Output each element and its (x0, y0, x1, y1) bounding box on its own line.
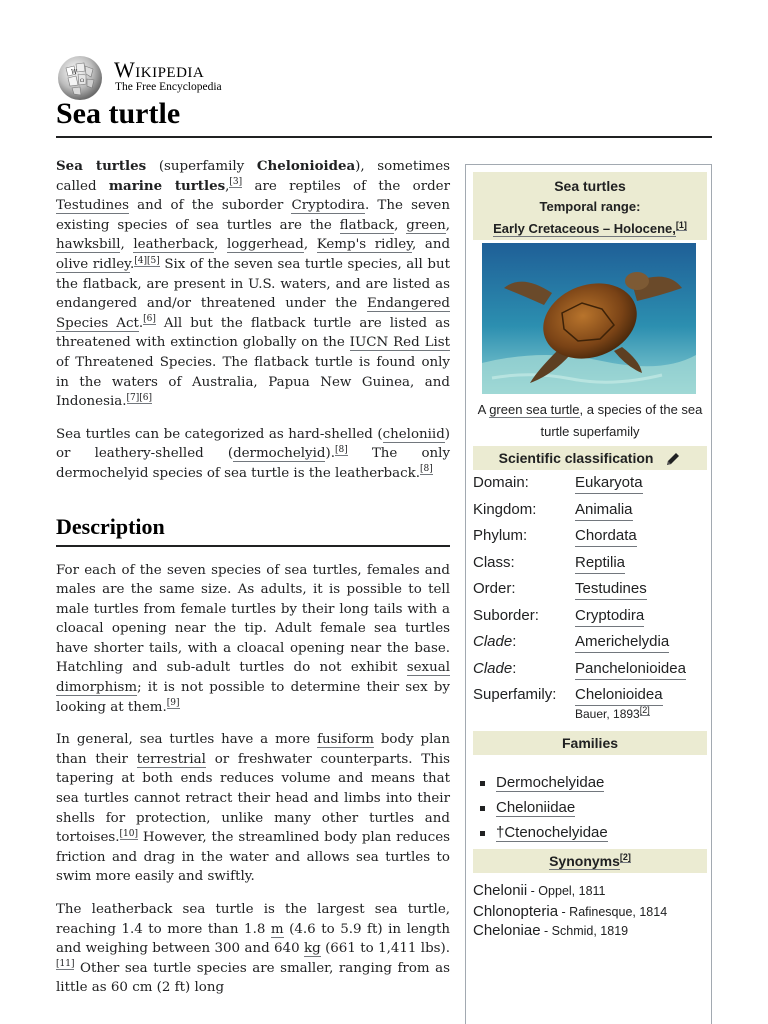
text: Six of the seven sea turtle species, all but the flatback, are present in U.S. waters, and are listed as endangered and/or threatened under the (56, 256, 451, 312)
text: . (138, 315, 144, 331)
shell-types-paragraph (56, 425, 450, 484)
taxon-link[interactable]: Chordata (575, 526, 637, 547)
link-hawksbill[interactable]: hawksbill (56, 237, 121, 253)
list-item (480, 770, 608, 795)
rank-label: Clade (473, 633, 513, 650)
text: and of the suborder (128, 198, 292, 214)
text: , (214, 237, 227, 253)
photo-caption (473, 399, 707, 443)
site-header (56, 52, 356, 98)
family-link[interactable]: †Ctenochelyidae (496, 824, 608, 841)
taxon-link[interactable]: Chelonioidea (575, 685, 663, 706)
text: In general, sea turtles have a more (56, 732, 318, 748)
description-paragraph-3 (56, 900, 450, 998)
text: , (445, 217, 451, 233)
link-testudines[interactable]: Testudines (56, 198, 129, 214)
reference-link[interactable]: [4][5] (134, 255, 160, 266)
link-kilogram[interactable]: kg (303, 941, 321, 957)
synonym-name: Cheloniae (473, 922, 541, 939)
link-cryptodira[interactable]: Cryptodira (291, 198, 365, 214)
rank-label: Clade (473, 660, 513, 677)
taxon-link[interactable]: Eukaryota (575, 473, 643, 494)
taxon-link[interactable]: Testudines (575, 579, 647, 600)
rank-label: Suborder: (473, 607, 539, 624)
reference-link[interactable]: [6] (143, 314, 156, 325)
text: , a species of the sea turtle superfamily (540, 402, 703, 439)
text: ; it is not possible to determine their sex by looking at them. (56, 680, 450, 715)
link-green[interactable]: green (406, 217, 446, 233)
text: , (394, 217, 407, 233)
taxon-name: Sea turtles (554, 178, 626, 194)
text: Sea turtles can be categorized as hard-shelled ( (56, 426, 383, 442)
synonym-row (473, 882, 606, 899)
families-header: Families (473, 731, 707, 755)
text: A (477, 402, 490, 417)
synonym-authority: - Oppel, 1811 (527, 884, 606, 898)
taxon-link[interactable]: Panchelonioidea (575, 659, 686, 680)
families-list (480, 770, 608, 845)
text: body plan than their (56, 732, 450, 767)
svg-text:Ω: Ω (80, 78, 85, 84)
temporal-range-label: Temporal range: (539, 199, 641, 214)
scientific-classification-header (473, 446, 707, 470)
link-flatback[interactable]: flatback (339, 217, 395, 233)
reference-link[interactable]: [8] (334, 444, 348, 455)
section-divider (56, 545, 450, 547)
wikipedia-tagline: The Free Encyclopedia (115, 81, 222, 93)
text: , (303, 237, 317, 253)
text: All but the flatback turtle are listed as threatened with extinction globally on the (56, 315, 450, 351)
link-kemps-ridley[interactable]: Kemp's ridley (316, 237, 412, 253)
text: of Threatened Species. The flatback turtle is found only in the waters of Australia, Papua New Guinea, and Indonesia. (56, 354, 450, 410)
article-body (56, 157, 450, 1011)
text: ) or leathery-shelled ( (56, 426, 450, 462)
link-scientific-classification[interactable]: Scientific classification (498, 450, 654, 466)
intro-paragraph (56, 157, 450, 412)
text: (superfamily (146, 159, 257, 174)
text: , (225, 178, 230, 194)
bold-term-marine-turtles: marine turtles (108, 177, 226, 194)
text: The only dermochelyid species of sea turtle is the leatherback. (56, 446, 451, 481)
text: . (129, 256, 135, 272)
text: ). (325, 446, 335, 462)
link-cheloniid[interactable]: cheloniid (382, 426, 445, 442)
text: (661 to 1,411 lbs). (320, 941, 451, 957)
link-fusiform[interactable]: fusiform (317, 732, 374, 748)
synonyms-header (473, 849, 707, 873)
synonym-row (473, 903, 667, 920)
temporal-range-link[interactable]: Early Cretaceous – Holocene, (493, 221, 676, 236)
taxon-authority (575, 707, 650, 721)
reference-link[interactable]: [2] (619, 852, 631, 863)
taxon-link[interactable]: Animalia (575, 500, 633, 521)
text: For each of the seven species of sea turtles, females and males are the same size. As adults, it is possible to tell male turtles from female turtles by their long tails with a cloacal opening near the tip. Adult female sea turtles have shorter tails, with a cloacal opening near the base. Hatchling and sub-adult turtles do not exhibit (56, 562, 450, 676)
synonym-authority: - Schmid, 1819 (540, 924, 629, 938)
text: are reptiles of the order (242, 178, 450, 194)
edit-pencil-icon[interactable] (665, 451, 681, 467)
authority-text: Bauer, 1893 (575, 707, 640, 721)
text: . The seven existing species of sea turtles are the (56, 198, 450, 233)
bold-term-chelonioidea: Chelonioidea (256, 158, 356, 174)
reference-link[interactable]: [3] (229, 177, 243, 188)
link-metre[interactable]: m (270, 921, 284, 937)
text: Other sea turtle species are smaller, ranging from as little as 60 cm (2 ft) long (56, 960, 450, 996)
rank-label: Class: (473, 554, 515, 571)
reference-link[interactable]: [10] (119, 828, 138, 839)
title-divider (56, 136, 712, 138)
taxon-link[interactable]: Reptilia (575, 553, 625, 574)
list-item (480, 795, 608, 820)
taxobox: Sea turtles Temporal range: Early Cretaceous – Holocene,[1] A green sea turtle, a species of the sea turtle superfamily Scientific classification Domain: Eukaryota Kingdom: Animalia Phylum: Chordata Class: Reptilia Order: Testudines Suborder: Cryptodira Clade: Americhelydia Clade: Panchelonioidea Superfamily: Chelonioidea Bauer, 1893[2] Families Dermochelyidae Cheloniidae †Ctenochelyidae Synonyms[2] Chelonii - Oppel, 1811 Chlonopteria - Rafinesque, 1814 Cheloniae - Schmid, 1819 (465, 164, 712, 1024)
synonym-name: Chelonii (473, 882, 528, 899)
taxobox-title (473, 172, 707, 240)
green-sea-turtle-photo[interactable] (482, 243, 696, 394)
family-link[interactable]: Dermochelyidae (496, 774, 605, 791)
reference-link[interactable]: [8] (419, 464, 433, 475)
reference-link[interactable]: [9] (166, 698, 180, 709)
family-link[interactable]: Cheloniidae (496, 799, 576, 816)
text: The leatherback sea turtle is the largest sea turtle, reaching 1.4 to more than 1.8 (56, 902, 450, 937)
link-iucn-red-list[interactable]: IUCN Red List (349, 335, 450, 351)
wikipedia-globe-logo[interactable] (56, 54, 104, 102)
reference-link[interactable]: [2] (639, 705, 650, 715)
list-item (480, 820, 608, 845)
rank-label: Kingdom: (473, 501, 537, 518)
rank-label: Phylum: (473, 527, 528, 544)
synonym-authority: - Rafinesque, 1814 (558, 905, 668, 919)
reference-link[interactable]: [1] (675, 219, 687, 230)
wikipedia-wordmark: Wikipedia (114, 57, 205, 82)
link-terrestrial[interactable]: terrestrial (136, 751, 206, 767)
text: However, the streamlined body plan reduces friction and drag in the water and allows sea turtles to swim more easily and swiftly. (56, 830, 450, 885)
svg-text:W: W (71, 69, 78, 76)
text: , and (411, 237, 451, 253)
link-endangered-species-act[interactable]: Endangered Species Act (56, 296, 450, 331)
link-sexual-dimorphism[interactable]: sexual dimorphism (56, 660, 450, 696)
text: ), sometimes called (56, 159, 450, 194)
link-green-sea-turtle[interactable]: green sea turtle (489, 402, 580, 417)
link-olive-ridley[interactable]: olive ridley (56, 256, 130, 272)
link-leatherback[interactable]: leatherback (133, 237, 215, 253)
taxon-link[interactable]: Cryptodira (575, 606, 644, 627)
bold-term-sea-turtles: Sea turtles (56, 158, 147, 174)
link-loggerhead[interactable]: loggerhead (226, 237, 304, 253)
text: (4.6 to 5.9 ft) in length and weighing between 300 and 640 (56, 921, 450, 957)
text: , (120, 237, 134, 253)
rank-label: Order: (473, 580, 516, 597)
description-paragraph-1 (56, 561, 450, 718)
taxon-link[interactable]: Americhelydia (575, 632, 669, 653)
rank-label: Domain: (473, 474, 529, 491)
page-title: Sea turtle (56, 97, 181, 130)
text: or freshwater counterparts. This tapering at both ends reduces volume and means that sea turtles cannot retract their head and limbs into their shells for protection, unlike many other turtles and tortoises. (56, 751, 450, 846)
synonym-row (473, 922, 628, 939)
link-synonyms[interactable]: Synonyms (549, 853, 620, 869)
description-paragraph-2 (56, 730, 450, 887)
reference-link[interactable]: [11] (56, 959, 75, 970)
rank-label: Superfamily: (473, 686, 557, 703)
synonym-name: Chlonopteria (473, 903, 559, 920)
link-dermochelyid[interactable]: dermochelyid (233, 446, 326, 462)
reference-link[interactable]: [7][6] (126, 392, 152, 403)
section-heading-description: Description (56, 513, 165, 539)
